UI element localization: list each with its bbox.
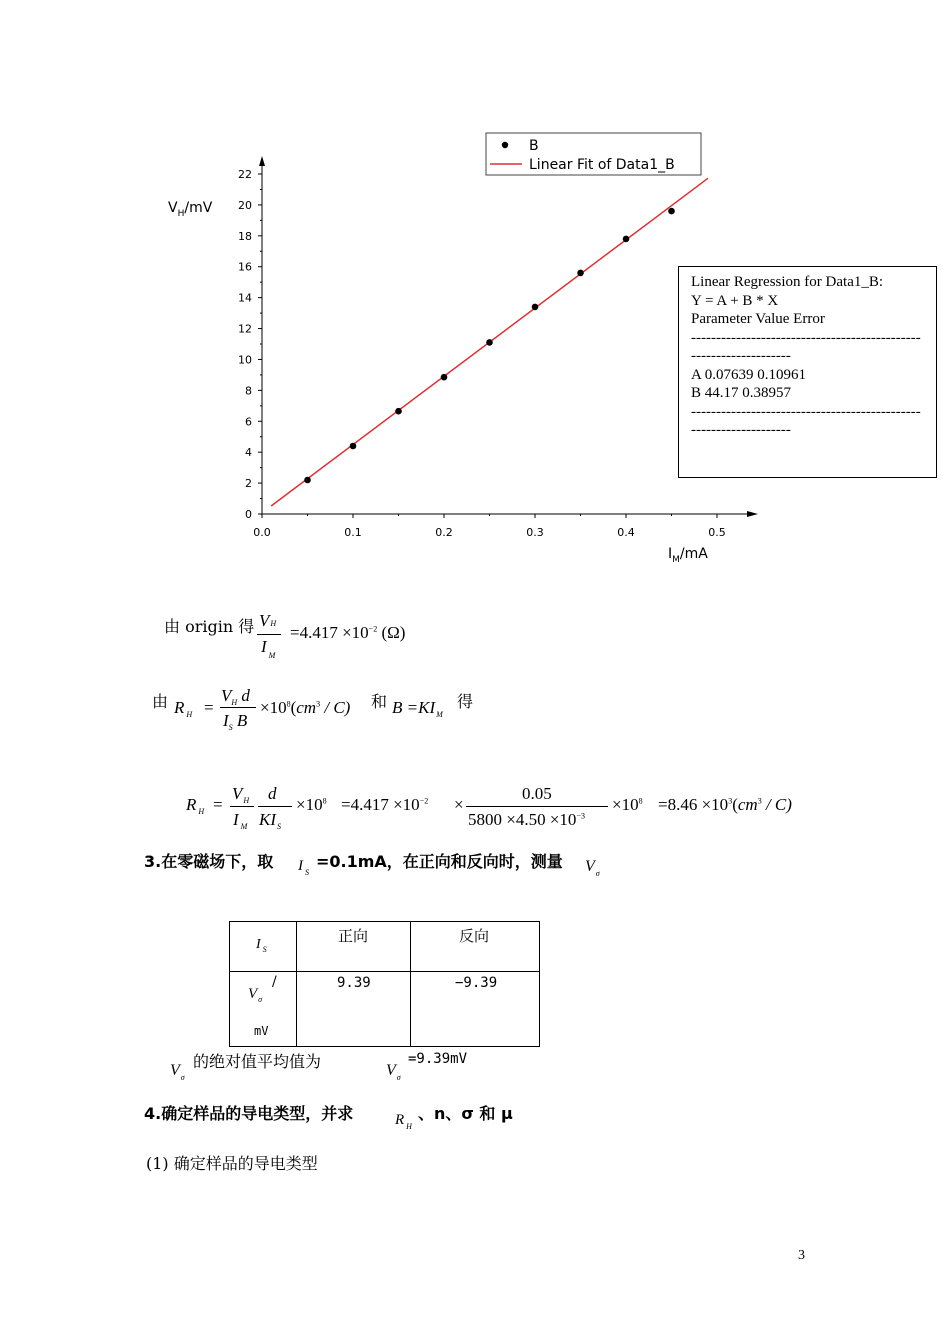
x-axis-label: $I_M/mA$ (668, 546, 708, 565)
eq3-equals: = (213, 795, 223, 814)
y-tick-label: 22 (238, 168, 252, 181)
legend-label-line: Linear Fit of Data1_B (529, 157, 675, 173)
data-point (441, 374, 448, 381)
table-header-forward: 正向 (297, 922, 411, 972)
table-row (230, 972, 540, 1047)
data-point (577, 270, 584, 277)
page-number: 3 (798, 1248, 805, 1263)
data-point (623, 236, 630, 243)
subsection-1: (1) 确定样品的导电类型 (146, 1154, 318, 1173)
avg-var-left: $V_\sigma$ (170, 1062, 185, 1082)
section-3-var-vsigma: $V_\sigma$ (585, 858, 600, 878)
regression-line: B 44.17 0.38957 (691, 385, 792, 401)
section-3-heading-cont: =0.1mA，在正向和反向时，测量 (316, 852, 563, 871)
table-header-reverse: 反向 (411, 922, 540, 972)
section-4-heading-cont: 、n、σ 和 μ (418, 1104, 513, 1123)
eq3-term1: $\times 10^8$ (296, 795, 327, 814)
avg-text: 的绝对值平均值为 (193, 1052, 322, 1071)
table-cell-reverse: −9.39 (411, 972, 540, 1047)
data-points-group (304, 208, 675, 484)
eq1-prefix: 由 origin 得 (164, 617, 255, 636)
y-tick-label: 18 (238, 229, 252, 243)
eq3-f2-bar (258, 806, 292, 807)
y-axis-arrow (259, 156, 265, 166)
regression-line: Linear Regression for Data1_B: (691, 274, 884, 290)
section-3-var-is: I $_S$ (298, 858, 309, 877)
regression-line: Parameter Value Error (691, 311, 825, 327)
table-row-slash: / (272, 974, 277, 990)
eq3-f3-num: 0.05 (522, 784, 552, 803)
regression-line: -------------------- (691, 348, 791, 364)
eq3-term4: $\times 10^8$ (612, 795, 643, 814)
eq3-f1-den: I $_M$ (233, 810, 248, 831)
eq3-f2-den: $KI_S$ (259, 810, 281, 831)
x-tick-label: 0.4 (617, 526, 635, 539)
eq1-numerator: VH (259, 611, 277, 630)
eq1-fraction-bar (257, 634, 281, 635)
eq3-term2: $=4.417 \times 10^{-2}$ (341, 795, 429, 814)
regression-line: ---------------------------------------------- (691, 329, 921, 346)
eq3-f2-num: d (268, 784, 277, 803)
table-header-row (230, 922, 540, 972)
regression-line: ---------------------------------------------- (691, 403, 921, 420)
x-tick-label: 0.2 (435, 526, 453, 539)
avg-var-right: $V_\sigma$ (386, 1062, 401, 1082)
eq2-rhs: $B =KI_M$ (392, 698, 443, 719)
data-point (395, 408, 402, 415)
linear-regression-box (678, 266, 937, 478)
data-point (668, 208, 675, 215)
data-point (532, 304, 539, 311)
eq1-rhs: $=4.417 \times 10^{-2}$ (Ω) (290, 623, 406, 642)
y-tick-label: 16 (238, 260, 252, 274)
eq3-term5: $=8.46 \times 10^3(cm^3 / C)$ (658, 795, 792, 814)
eq2-multiplier: $\times 10^8(cm^3 / C)$ (260, 698, 351, 717)
section-4-var-rh: R $_H$ (395, 1112, 412, 1131)
data-point (304, 477, 311, 484)
x-tick-label: 0.0 (253, 526, 271, 539)
y-tick-label: 20 (238, 198, 252, 212)
y-tick-label: 8 (245, 384, 252, 398)
x-tick-label: 0.3 (526, 526, 544, 539)
y-tick-label: 14 (238, 291, 252, 305)
y-tick-label: 10 (238, 353, 252, 367)
data-point (350, 443, 357, 450)
chart-ticks (238, 168, 726, 539)
x-tick-label: 0.5 (708, 526, 726, 539)
regression-line: -------------------- (691, 422, 791, 438)
eq2-conjunction: 和 (371, 692, 388, 711)
y-tick-label: 6 (245, 415, 252, 429)
eq1-denominator: I $_M$ (261, 637, 276, 660)
eq3-f1-num: $V_H$ (232, 784, 250, 805)
eq2-numerator: $V_H$ d (221, 686, 250, 707)
avg-value: =9.39mV (408, 1051, 468, 1067)
section-3-heading: 3.在零磁场下，取 (144, 852, 274, 871)
eq3-term3: × (454, 795, 464, 814)
eq2-denominator: $I_S$ B (223, 711, 248, 732)
table-row-unit: mV (254, 1024, 269, 1038)
y-tick-label: 0 (245, 508, 252, 521)
section-4-heading: 4.确定样品的导电类型，并求 (144, 1104, 354, 1123)
table-header-var: I $_S$ (230, 922, 297, 972)
measurement-table (229, 921, 540, 1047)
y-tick-label: 4 (245, 446, 252, 460)
table-row-var-symbol: $V_\sigma$ (248, 986, 263, 1004)
y-tick-label: 2 (245, 477, 252, 491)
regression-line: Y = A + B * X (691, 292, 779, 309)
eq2-lhs: R $_H$ (174, 698, 193, 719)
x-tick-label: 0.1 (344, 526, 362, 539)
table-row-var (230, 972, 297, 1047)
chart-legend (486, 133, 701, 175)
eq3-lhs: R $_H$ (186, 795, 205, 816)
eq3-f3-den: $5800 \times 4.50 \times 10^{-3}$ (468, 810, 585, 829)
y-tick-label: 12 (238, 322, 252, 336)
x-axis-arrow (747, 511, 758, 517)
eq2-suffix: 得 (457, 692, 474, 711)
regression-line: A 0.07639 0.10961 (691, 366, 807, 383)
legend-label-points: B (529, 138, 539, 154)
legend-marker-points (502, 142, 508, 148)
eq2-fraction-bar (220, 707, 256, 708)
eq2-prefix: 由 (152, 692, 169, 711)
y-axis-label: $V_H/mV$ (168, 200, 213, 219)
eq3-f1-bar (230, 806, 254, 807)
table-cell-forward: 9.39 (297, 972, 411, 1047)
data-point (486, 339, 493, 346)
eq3-f3-bar (466, 806, 608, 807)
eq2-equals: = (204, 698, 214, 717)
